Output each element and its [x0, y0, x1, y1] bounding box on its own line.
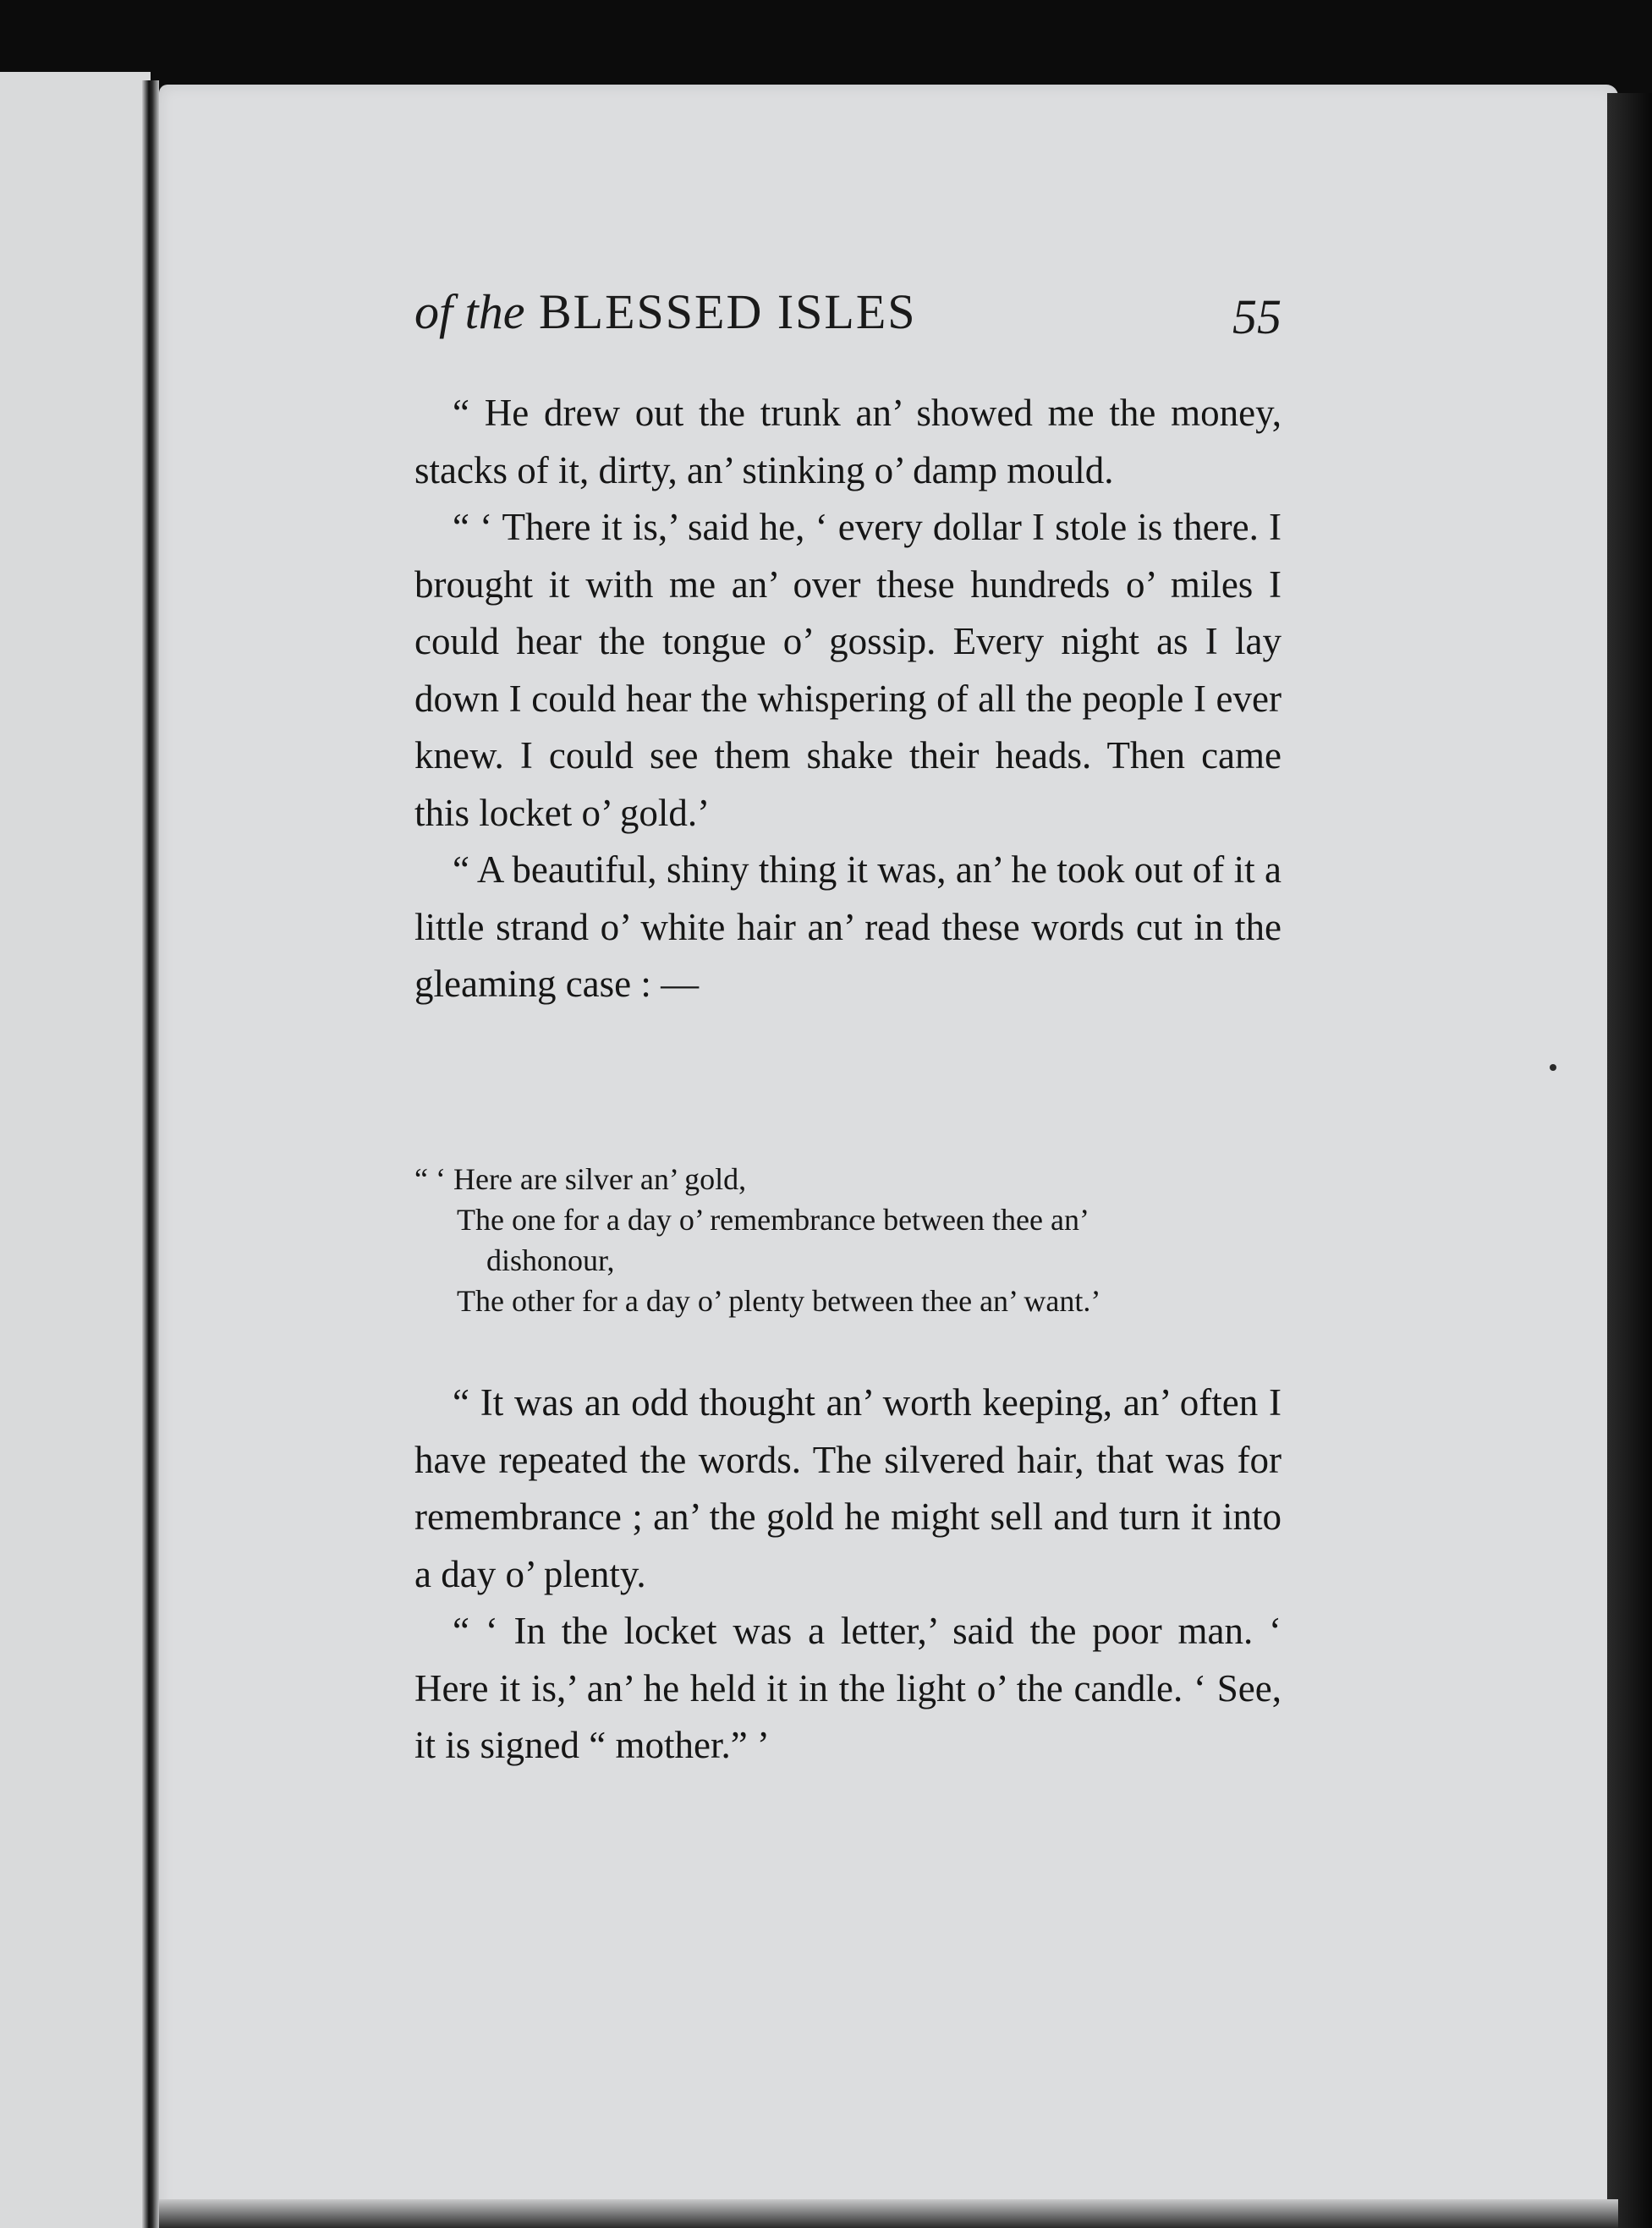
- paragraph: “ It was an odd thought an’ worth keeping, an’ often I have repeated the words. The silvered hair, that was for remembrance ; an’ the gold he might sell and turn it into a day o’ plenty.: [414, 1381, 1282, 1595]
- header-title: [414, 283, 917, 340]
- poem-line: The other for a day o’ plenty between thee an’ want.’: [457, 1284, 1101, 1318]
- page-bottom-edge: [159, 2199, 1618, 2228]
- poem-line-continuation: dishonour,: [486, 1243, 615, 1277]
- header-prefix: of the: [414, 284, 525, 339]
- poem-line: “ ‘ Here are silver an’ gold,: [414, 1162, 747, 1196]
- locket-inscription: [414, 1159, 1294, 1321]
- page-number: 55: [1232, 289, 1282, 344]
- paragraph: “ He drew out the trunk an’ showed me the money, stacks of it, dirty, an’ stinking o’ damp mould.: [414, 392, 1282, 491]
- text-block-top: [414, 385, 1282, 1013]
- book-gutter: [142, 80, 159, 2228]
- header-book-title: BLESSED ISLES: [538, 284, 917, 339]
- running-header: [414, 283, 1282, 351]
- paragraph: “ A beautiful, shiny thing it was, an’ he took out of it a little strand o’ white hair an’ read these words cut in the gleaming case : —: [414, 848, 1282, 1005]
- text-block-bottom: [414, 1375, 1282, 1775]
- paragraph: “ ‘ There it is,’ said he, ‘ every dollar I stole is there. I brought it with me an’ over these hundreds o’ miles I could hear the tongue o’ gossip. Every night as I lay down I could hear the whispering of all the people I ever knew. I could see them shake their heads. Then came this locket o’ gold.’: [414, 506, 1282, 834]
- facing-page-edge: [0, 72, 151, 2228]
- page-right-shadow: [1607, 93, 1652, 2228]
- poem-line: The one for a day o’ remembrance between thee an’: [457, 1203, 1089, 1237]
- scan-speck: [1550, 1064, 1556, 1071]
- paragraph: “ ‘ In the locket was a letter,’ said the poor man. ‘ Here it is,’ an’ he held it in the light o’ the candle. ‘ See, it is signed “ mother.” ’: [414, 1610, 1282, 1766]
